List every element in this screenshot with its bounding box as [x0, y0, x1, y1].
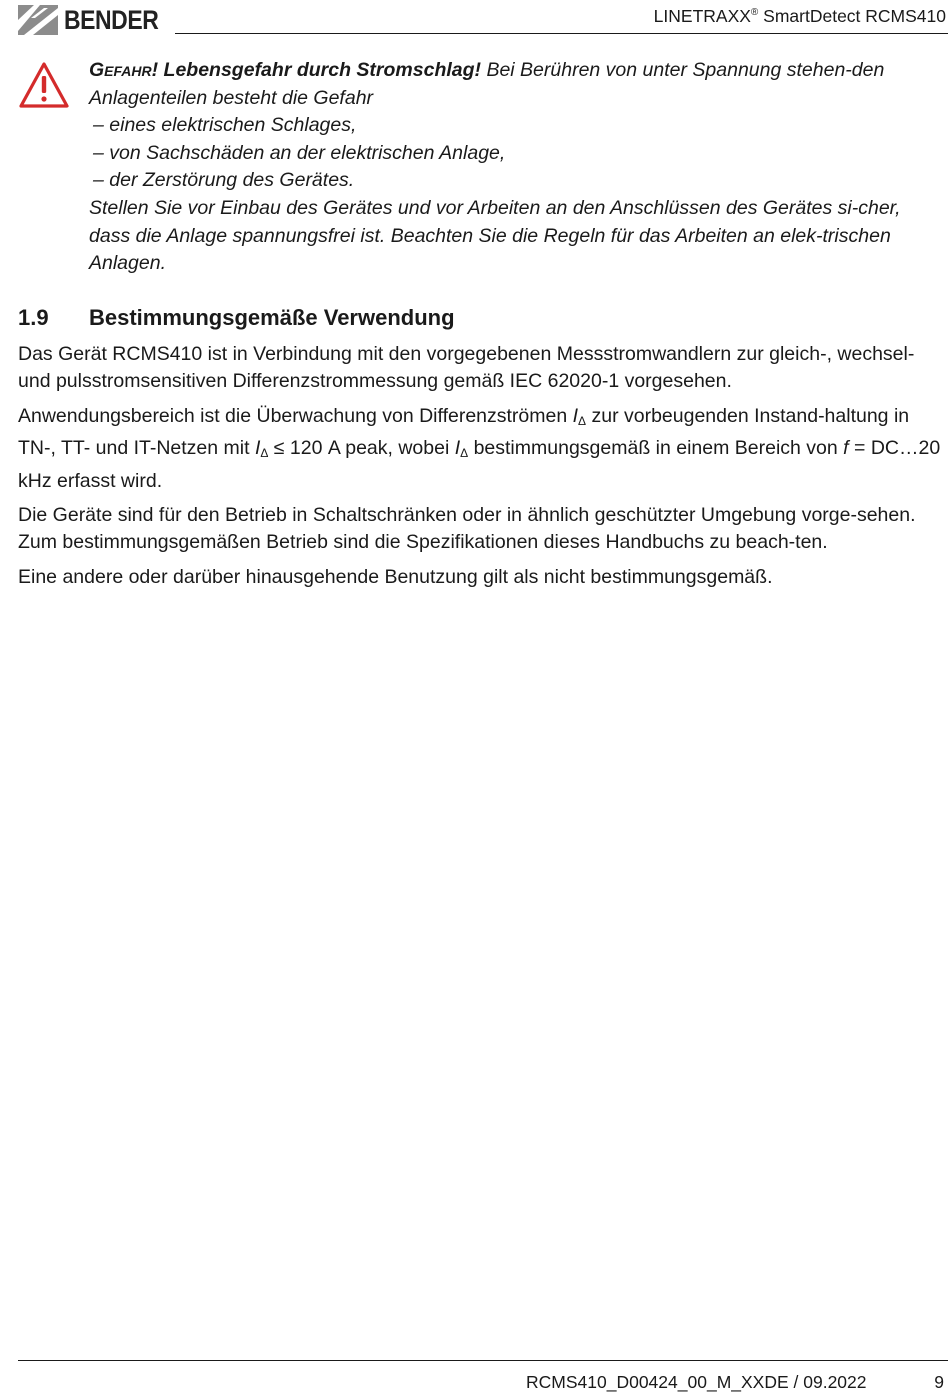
warning-headline: Lebensgefahr durch Stromschlag! [158, 59, 482, 81]
warning-list-item: – von Sachschäden an der elektrischen Anlage, [93, 141, 506, 164]
warning-intro-text: Bei Berühren von unter Spannung stehen-den Anlagenteilen besteht die Gefahr [89, 59, 885, 109]
body-paragraph: Eine andere oder darüber hinausgehende Benutzung gilt als nicht bestimmungsgemäß. [18, 565, 773, 588]
warning-intro: Gefahr! Lebensgefahr durch Stromschlag! Bei Berühren von unter Spannung stehen-den Anlagenteilen besteht die Gefahr [89, 59, 885, 109]
header-product-title: LINETRAXX® SmartDetect RCMS410 [653, 6, 946, 26]
warning-triangle-icon [18, 61, 70, 109]
section-heading [18, 305, 455, 331]
footer-rule [18, 1360, 948, 1361]
page-number: 9 [934, 1372, 944, 1392]
bender-logo-icon [18, 5, 58, 35]
section-body [18, 341, 943, 598]
warning-list-item: – der Zerstörung des Gerätes. [93, 169, 355, 192]
body-paragraph: Das Gerät RCMS410 ist in Verbindung mit den vorgegebenen Messstromwandlern zur gleich-, wechsel- und pulsstromsensitiven Differenzstrommessung gemäß IEC 62020-1 vorgesehen. [18, 343, 915, 393]
footer-document-id: RCMS410_D00424_00_M_XXDE / 09.2022 [526, 1372, 867, 1392]
warning-label: Gefahr [89, 59, 152, 81]
body-paragraph: Die Geräte sind für den Betrieb in Schaltschränken oder in ähnlich geschützter Umgebung vorge-sehen. Zum bestimmungsgemäßen Betrieb sind die Spezifikationen dieses Handbuchs zu beach-ten. [18, 504, 916, 554]
header-rule [175, 33, 948, 34]
warning-closing: Stellen Sie vor Einbau des Gerätes und vor Arbeiten an den Anschlüssen des Gerätes si-cher, dass die Anlage spannungsfrei ist. Beachten Sie die Regeln für das Arbeiten an elek-trischen Anlagen. [89, 196, 901, 275]
brand-logo [18, 5, 175, 35]
body-paragraph: Anwendungsbereich ist die Überwachung von Differenzströmen $I_\Delta$ zur vorbeugenden Instand-haltung in TN-, TT- und IT-Netzen mit $I_\Delta \le 120$ A peak, wobei $I_\Delta$ bestimmungsgemäß in einem Bereich von f = DC…20 kHz erfasst wird. [18, 404, 941, 492]
brand-name: BENDER [64, 4, 159, 35]
section-title: Bestimmungsgemäße Verwendung [89, 305, 455, 330]
section-number: 1.9 [18, 305, 49, 330]
danger-warning [89, 57, 909, 278]
warning-list-item: – eines elektrischen Schlages, [93, 114, 357, 137]
